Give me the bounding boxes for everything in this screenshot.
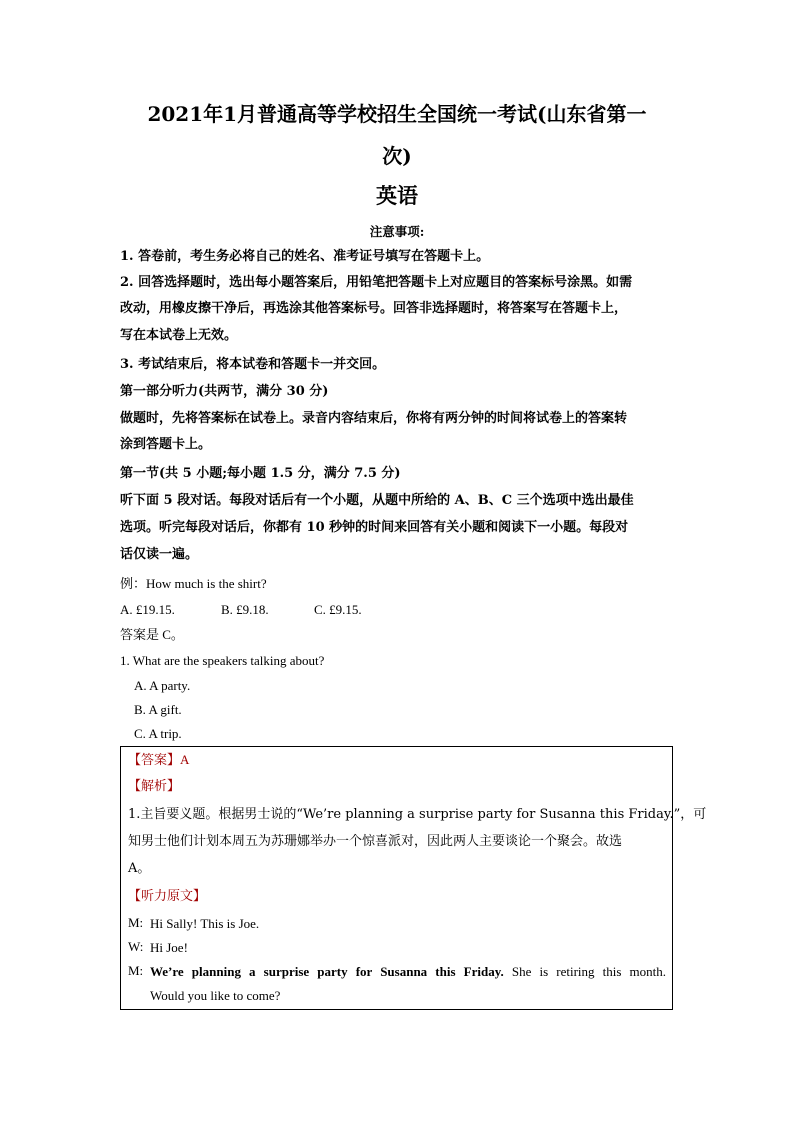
answer-row bbox=[128, 751, 668, 770]
part1-heading: 第一部分听力(共两节，满分 30 分) bbox=[120, 384, 329, 399]
dialog-speaker: M: bbox=[128, 963, 144, 978]
subject-title: 英语 bbox=[376, 183, 418, 208]
example-option-b: B. £9.18. bbox=[221, 602, 269, 617]
part1-intro-line-2: 涂到答题卡上。 bbox=[120, 437, 212, 452]
notice-heading: 注意事项: bbox=[369, 224, 425, 239]
notice-item-3: 3. 考试结束后，将本试卷和答题卡一并交回。 bbox=[120, 357, 386, 372]
answer-label: 【答案】 bbox=[128, 753, 181, 768]
question-1-stem: 1. What are the speakers talking about? bbox=[120, 653, 325, 668]
answer-value: A bbox=[180, 752, 190, 767]
exam-title-line-2: 次) bbox=[382, 144, 412, 168]
question-1-option-a: A. A party. bbox=[134, 678, 191, 693]
question-1-option-b: B. A gift. bbox=[134, 702, 182, 717]
answer-analysis-box bbox=[120, 746, 707, 1010]
analysis-line-3: A。 bbox=[128, 861, 151, 876]
notice-item-2-line-1: 2. 回答选择题时，选出每小题答案后，用铅笔把答题卡上对应题目的答案标号涂黑。如需 bbox=[120, 275, 633, 290]
dialog-text-row-1 bbox=[150, 963, 666, 981]
dialog-text-row-2: Would you like to come? bbox=[150, 988, 281, 1003]
notice-item-2-line-3: 写在本试卷上无效。 bbox=[120, 328, 238, 343]
section1-heading: 第一节(共 5 小题;每小题 1.5 分，满分 7.5 分) bbox=[120, 466, 401, 481]
dialog-speaker: W: bbox=[128, 939, 144, 954]
example-option-c: C. £9.15. bbox=[314, 602, 362, 617]
transcript-label: 【听力原文】 bbox=[128, 889, 207, 904]
dialog-speaker: M: bbox=[128, 915, 144, 930]
example-answer: 答案是 C。 bbox=[120, 627, 184, 642]
exam-title-line-1: 2021年1月普通高等学校招生全国统一考试(山东省第一 bbox=[147, 102, 647, 126]
notice-item-1: 1. 答卷前，考生务必将自己的姓名、准考证号填写在答题卡上。 bbox=[120, 249, 490, 264]
analysis-label: 【解析】 bbox=[128, 779, 181, 794]
dialog-text: Hi Joe! bbox=[150, 940, 188, 955]
section1-intro-line-1: 听下面 5 段对话。每段对话后有一个小题，从题中所给的 A、B、C 三个选项中选出最佳 bbox=[120, 493, 634, 508]
analysis-line-1: 1.主旨要义题。根据男士说的“We’re planning a surprise party for Susanna this Friday.”，可 bbox=[128, 807, 707, 822]
example-question: 例：How much is the shirt? bbox=[120, 576, 267, 591]
dialog-key-sentence: We’re planning a surprise party for Susanna this Friday. bbox=[150, 964, 504, 979]
notice-item-2-line-2: 改动，用橡皮擦干净后，再选涂其他答案标号。回答非选择题时，将答案写在答题卡上， bbox=[120, 301, 628, 316]
section1-intro-line-3: 话仅读一遍。 bbox=[120, 547, 199, 562]
analysis-line-2: 知男士他们计划本周五为苏珊娜举办一个惊喜派对，因此两人主要谈论一个聚会。故选 bbox=[128, 834, 623, 849]
example-option-a: A. £19.15. bbox=[120, 602, 175, 617]
section1-intro-line-2: 选项。听完每段对话后，你都有 10 秒钟的时间来回答有关小题和阅读下一小题。每段对 bbox=[120, 520, 629, 535]
dialog-text: She is retiring this month. bbox=[503, 964, 666, 979]
dialog-text: Hi Sally! This is Joe. bbox=[150, 916, 260, 931]
question-1-option-c: C. A trip. bbox=[134, 726, 182, 741]
part1-intro-line-1: 做题时，先将答案标在试卷上。录音内容结束后，你将有两分钟的时间将试卷上的答案转 bbox=[120, 411, 628, 426]
